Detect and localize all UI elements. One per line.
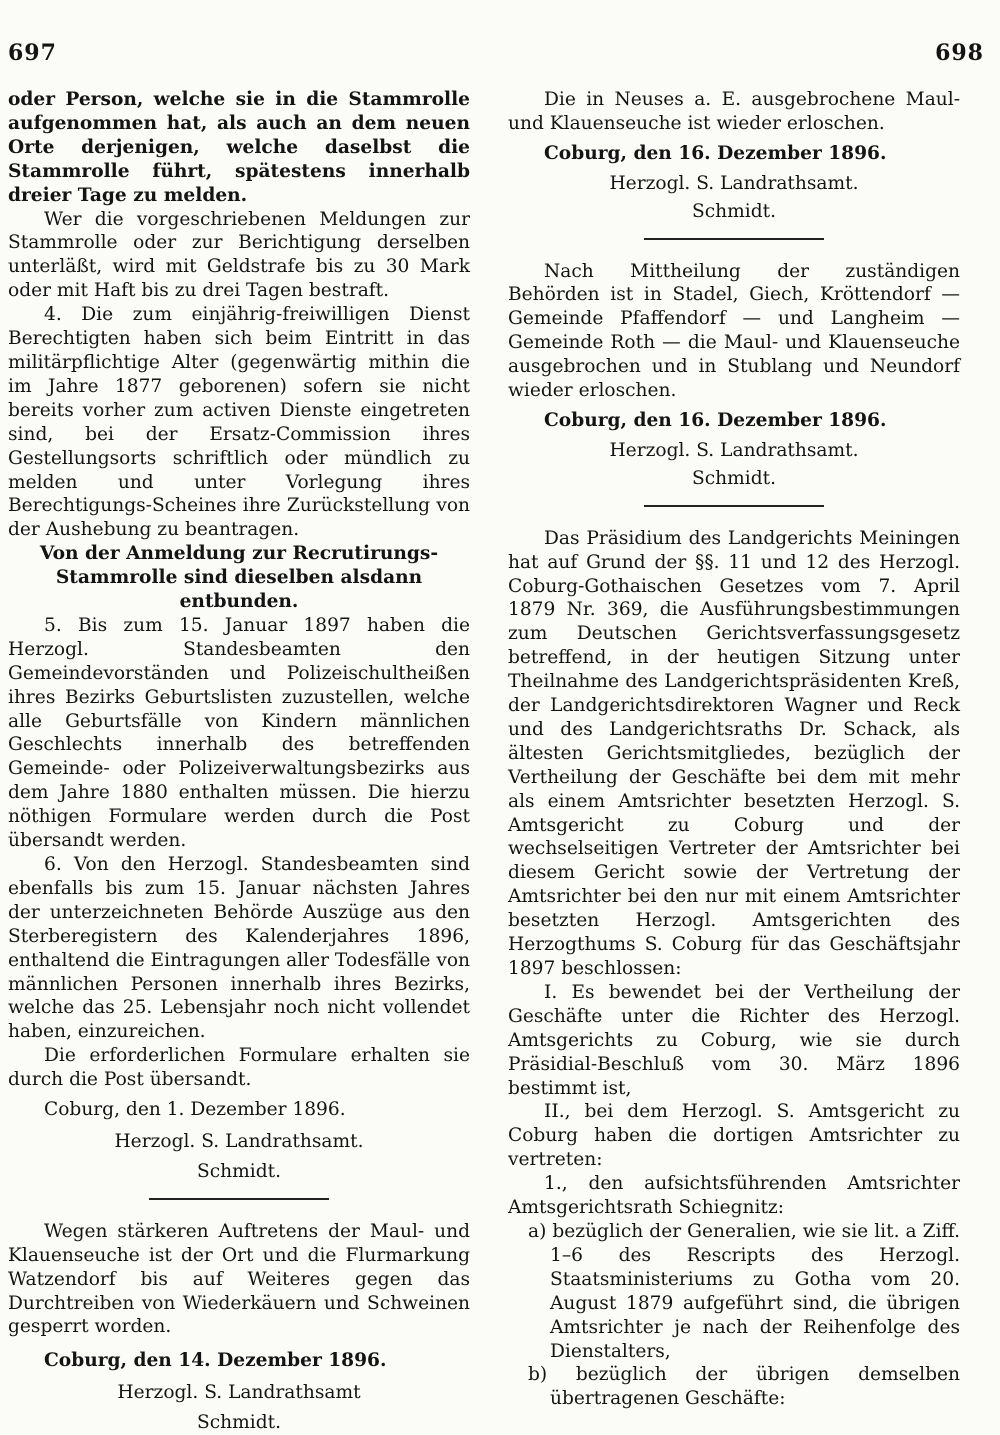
date-line: Coburg, den 1. Dezember 1896. xyxy=(44,1099,346,1121)
paragraph: Wegen stärkeren Auftretens der Maul- und Klauenseuche ist der Ort und die Flurmarkung Watzendorf bis auf Weiteres gegen das Durchtreiben von Wiederkäuern und Schweinen gesperrt worden. xyxy=(8,1220,470,1338)
divider xyxy=(644,238,824,240)
paragraph: 4. Die zum einjährig-freiwilligen Dienst Berechtigten haben sich beim Eintritt in das militärpflichtige Alter (gegenwärtig mithin die im Jahre 1877 geborenen) sofern sie nicht bereits vorher zum activen Dienste eingetreten sind, bei der Ersatz-Commission ihres Gestellungsorts schriftlich oder mündlich zu melden und unter Vorlegung ihres Berechtigungs-Scheines ihre Zurückstellung von der Aushebung zu beantragen. xyxy=(8,304,470,541)
paragraph: Das Präsidium des Landgerichts Meiningen hat auf Grund der §§. 11 und 12 des Herzogl. Coburg-Gothaischen Gesetzes vom 7. April 1879 Nr. 369, die Ausführungsbestimmungen zum Deutschen Gerichtsverfassungsgesetz betreffend, in der heutigen Sitzung unter Theilnahme des Landgerichtspräsidenten Kreß, der Landgerichtsdirektoren Wagner und Reck und des Landgerichtsraths Dr. Schack, als ältesten Gerichtsmitgliedes, bezüglich der Vertheilung der Geschäfte bei dem mit mehr als einem Amtsrichter besetzten Herzogl. S. Amtsgericht zu Coburg und der wechselseitigen Vertreter der Amtsrichter bei diesem Gericht sowie der Vertretung der Amtsrichter bei den nur mit einem Amtsrichter besetzten Herzogl. Amtsgerichten des Herzogthums S. Coburg für das Geschäftsjahr 1897 beschlossen: xyxy=(508,527,960,979)
page-number-left: 697 xyxy=(8,40,57,66)
list-item: a) bezüglich der Generalien, wie sie lit. a Ziff. 1–6 des Rescripts des Herzogl. Staatsministeriums zu Gotha vom 20. August 1879 aufgeführt sind, die übrigen Amtsrichter je nach der Reihenfolge des Dienstalters, xyxy=(528,1220,960,1362)
office-line: Herzogl. S. Landrathsamt. xyxy=(114,1130,364,1152)
paragraph: Von der Anmeldung zur Recrutirungs-Stammrolle sind dieselben alsdann entbunden. xyxy=(39,543,439,613)
paragraph: Die erforderlichen Formulare erhalten sie durch die Post übersandt. xyxy=(8,1045,470,1091)
office-line: Herzogl. S. Landrathsamt xyxy=(117,1382,361,1404)
signature-name: Schmidt. xyxy=(692,467,776,489)
date-line: Coburg, den 14. Dezember 1896. xyxy=(44,1350,387,1372)
paragraph: Wer die vorgeschriebenen Meldungen zur Stammrolle oder zur Berichtigung derselben unterläßt, wird mit Geldstrafe bis zu 30 Mark oder mit Haft bis zu drei Tagen bestraft. xyxy=(8,208,470,302)
date-line: Coburg, den 16. Dezember 1896. xyxy=(544,409,887,431)
signature-name: Schmidt. xyxy=(692,200,776,222)
paragraph: 1., den aufsichtsführenden Amtsrichter Amtsgerichtsrath Schiegnitz: xyxy=(508,1173,960,1219)
signature-name: Schmidt. xyxy=(197,1160,281,1182)
date-line: Coburg, den 16. Dezember 1896. xyxy=(544,142,887,164)
divider xyxy=(644,505,824,507)
paragraph: 5. Bis zum 15. Januar 1897 haben die Herzogl. Standesbeamten den Gemeindevorständen und Polizeischultheißen ihres Bezirks Geburtslisten zuzustellen, welche alle Geburtsfälle von Kindern männlichen Geschlechts innerhalb des betreffenden Gemeinde- oder Polizeiverwaltungsbezirks aus dem Jahre 1880 enthalten müssen. Die hierzu nöthigen Formulare werden durch die Post übersandt werden. xyxy=(8,614,470,852)
office-line: Herzogl. S. Landrathsamt. xyxy=(609,172,859,194)
signature-name: Schmidt. xyxy=(197,1412,281,1434)
divider xyxy=(149,1198,329,1200)
left-column xyxy=(8,88,470,1435)
paragraph: I. Es bewendet bei der Vertheilung der Geschäfte unter die Richter des Herzogl. Amtsgerichts zu Coburg, wie sie durch Präsidial-Beschluß vom 30. März 1896 bestimmt ist, xyxy=(508,981,960,1099)
paragraph: Die in Neuses a. E. ausgebrochene Maul- und Klauenseuche ist wieder erloschen. xyxy=(508,89,960,134)
paragraph: II., bei dem Herzogl. S. Amtsgericht zu Coburg haben die dortigen Amtsrichter zu vertreten: xyxy=(508,1101,960,1171)
right-column xyxy=(508,88,960,1411)
office-line: Herzogl. S. Landrathsamt. xyxy=(609,439,859,461)
paragraph: oder Person, welche sie in die Stammrolle aufgenommen hat, als auch an dem neuen Orte derjenigen, welche daselbst die Stammrolle führt, spätestens innerhalb dreier Tage zu melden. xyxy=(8,89,470,206)
page-number-right: 698 xyxy=(935,40,984,66)
paragraph: 6. Von den Herzogl. Standesbeamten sind ebenfalls bis zum 15. Januar nächsten Jahres der unterzeichneten Behörde Auszüge aus den Sterberegistern des Kalenderjahres 1896, enthaltend die Eintragungen aller Todesfälle von männlichen Personen innerhalb ihres Bezirks, welche das 25. Lebensjahr noch nicht vollendet haben, einzureichen. xyxy=(8,854,470,1043)
paragraph: Nach Mittheilung der zuständigen Behörden ist in Stadel, Giech, Kröttendorf — Gemeinde Pfaffendorf — und Langheim — Gemeinde Roth — die Maul- und Klauenseuche ausgebrochen und in Stublang und Neundorf wieder erloschen. xyxy=(508,260,960,402)
list-item: b) bezüglich der übrigen demselben übertragenen Geschäfte: xyxy=(528,1364,960,1410)
